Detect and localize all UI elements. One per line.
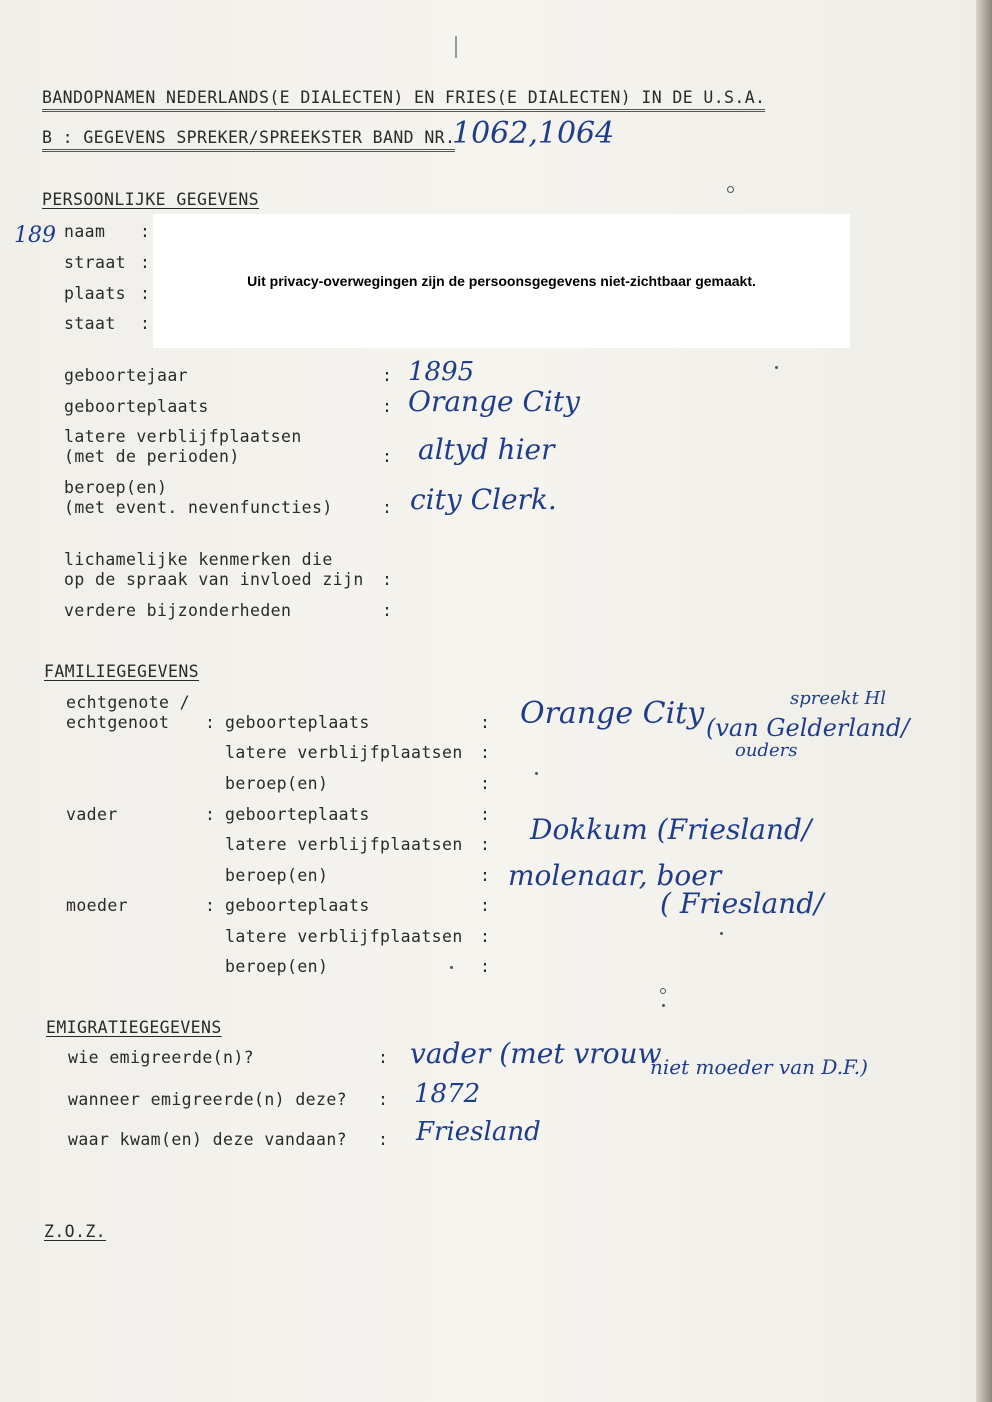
beroep-label-2: (met event. nevenfuncties) <box>64 498 333 517</box>
geboorteplaats-value: Orange City <box>408 385 580 418</box>
colon: : <box>205 896 216 915</box>
colon: : <box>480 866 491 885</box>
colon: : <box>480 713 491 732</box>
speck <box>662 1004 665 1007</box>
band-number: 1062,1064 <box>452 116 615 151</box>
verblijf-label-2: (met de perioden) <box>64 447 240 466</box>
colon: : <box>480 957 491 976</box>
wie-label: wie emigreerde(n)? <box>68 1048 255 1067</box>
echtgenote-geboorteplaats-value: Orange City <box>520 696 705 731</box>
colon: : <box>480 835 491 854</box>
document-title: BANDOPNAMEN NEDERLANDS(E DIALECTEN) EN FRIES(E DIALECTEN) IN DE U.S.A. <box>42 88 765 112</box>
punch-mark <box>455 36 457 58</box>
wie-note: niet moeder van D.F.) <box>650 1055 868 1079</box>
speck <box>775 366 778 369</box>
straat-label: straat <box>64 253 127 272</box>
geboortejaar-label: geboortejaar <box>64 366 189 385</box>
vader-beroep-label: beroep(en) <box>225 866 329 885</box>
zoz-note: Z.O.Z. <box>44 1222 107 1241</box>
beroep-value: city Clerk. <box>410 483 557 516</box>
colon: : <box>378 1048 389 1067</box>
echtgenote-label-1: echtgenote / <box>66 693 191 712</box>
colon: : <box>378 1090 389 1109</box>
colon: : <box>480 927 491 946</box>
privacy-redaction-box <box>153 214 850 348</box>
vader-latere-label: latere verblijfplaatsen <box>225 835 463 854</box>
vader-beroep-value: molenaar, boer <box>508 859 722 892</box>
colon: : <box>382 447 393 466</box>
wie-value: vader (met vrouw <box>410 1037 662 1070</box>
colon: : <box>382 570 393 589</box>
beroep-label-1: beroep(en) <box>64 478 168 497</box>
kenmerken-label-1: lichamelijke kenmerken die <box>64 550 333 569</box>
colon: : <box>378 1130 389 1149</box>
staat-label: staat <box>64 314 116 333</box>
geboorteplaats-label: geboorteplaats <box>64 397 209 416</box>
moeder-latere-label: latere verblijfplaatsen <box>225 927 463 946</box>
speck <box>660 988 666 994</box>
echtgenote-note-3: ouders <box>735 740 798 761</box>
speck <box>535 772 538 775</box>
vader-geboorteplaats-value: Dokkum (Friesland/ <box>530 813 812 846</box>
speck <box>727 186 734 193</box>
colon: : <box>140 253 151 272</box>
wanneer-value: 1872 <box>414 1079 481 1109</box>
echtgenote-geboorteplaats-label: geboorteplaats <box>225 713 370 732</box>
moeder-geboorteplaats-label: geboorteplaats <box>225 896 370 915</box>
echtgenote-label-2: echtgenoot <box>66 713 170 732</box>
colon: : <box>205 713 216 732</box>
waar-value: Friesland <box>416 1117 541 1147</box>
privacy-notice: Uit privacy-overwegingen zijn de persoonsgegevens niet-zichtbaar gemaakt. <box>247 273 756 289</box>
kenmerken-label-2: op de spraak van invloed zijn <box>64 570 364 589</box>
echtgenote-note-1: spreekt Hl <box>790 688 886 709</box>
bijzonderheden-label: verdere bijzonderheden <box>64 601 292 620</box>
verblijf-label-1: latere verblijfplaatsen <box>64 427 302 446</box>
colon: : <box>140 284 151 303</box>
echtgenote-latere-label: latere verblijfplaatsen <box>225 743 463 762</box>
colon: : <box>205 805 216 824</box>
vader-label: vader <box>66 805 118 824</box>
colon: : <box>140 314 151 333</box>
moeder-geboorteplaats-value: ( Friesland/ <box>660 887 824 920</box>
speck <box>450 966 453 969</box>
colon: : <box>480 805 491 824</box>
colon: : <box>382 397 393 416</box>
colon: : <box>382 366 393 385</box>
colon: : <box>140 222 151 241</box>
emigration-heading: EMIGRATIEGEGEVENS <box>46 1018 222 1037</box>
moeder-beroep-label: beroep(en) <box>225 957 329 976</box>
wanneer-label: wanneer emigreerde(n) deze? <box>68 1090 348 1109</box>
verblijf-value: altyd hier <box>418 433 555 466</box>
family-heading: FAMILIEGEGEVENS <box>44 662 200 681</box>
echtgenote-beroep-label: beroep(en) <box>225 774 329 793</box>
plaats-label: plaats <box>64 284 127 303</box>
speck <box>720 932 723 935</box>
colon: : <box>480 774 491 793</box>
geboortejaar-value: 1895 <box>408 357 475 387</box>
personal-heading: PERSOONLIJKE GEGEVENS <box>42 190 260 209</box>
page-edge-shadow <box>976 0 992 1402</box>
waar-label: waar kwam(en) deze vandaan? <box>68 1130 348 1149</box>
colon: : <box>480 743 491 762</box>
colon: : <box>480 896 491 915</box>
colon: : <box>382 601 393 620</box>
moeder-label: moeder <box>66 896 129 915</box>
document-subtitle: B : GEGEVENS SPREKER/SPREEKSTER BAND NR. <box>42 128 455 152</box>
colon: : <box>382 498 393 517</box>
vader-geboorteplaats-label: geboorteplaats <box>225 805 370 824</box>
echtgenote-note-2: (van Gelderland/ <box>706 714 910 742</box>
margin-number: 189 <box>14 223 56 248</box>
naam-label: naam <box>64 222 106 241</box>
